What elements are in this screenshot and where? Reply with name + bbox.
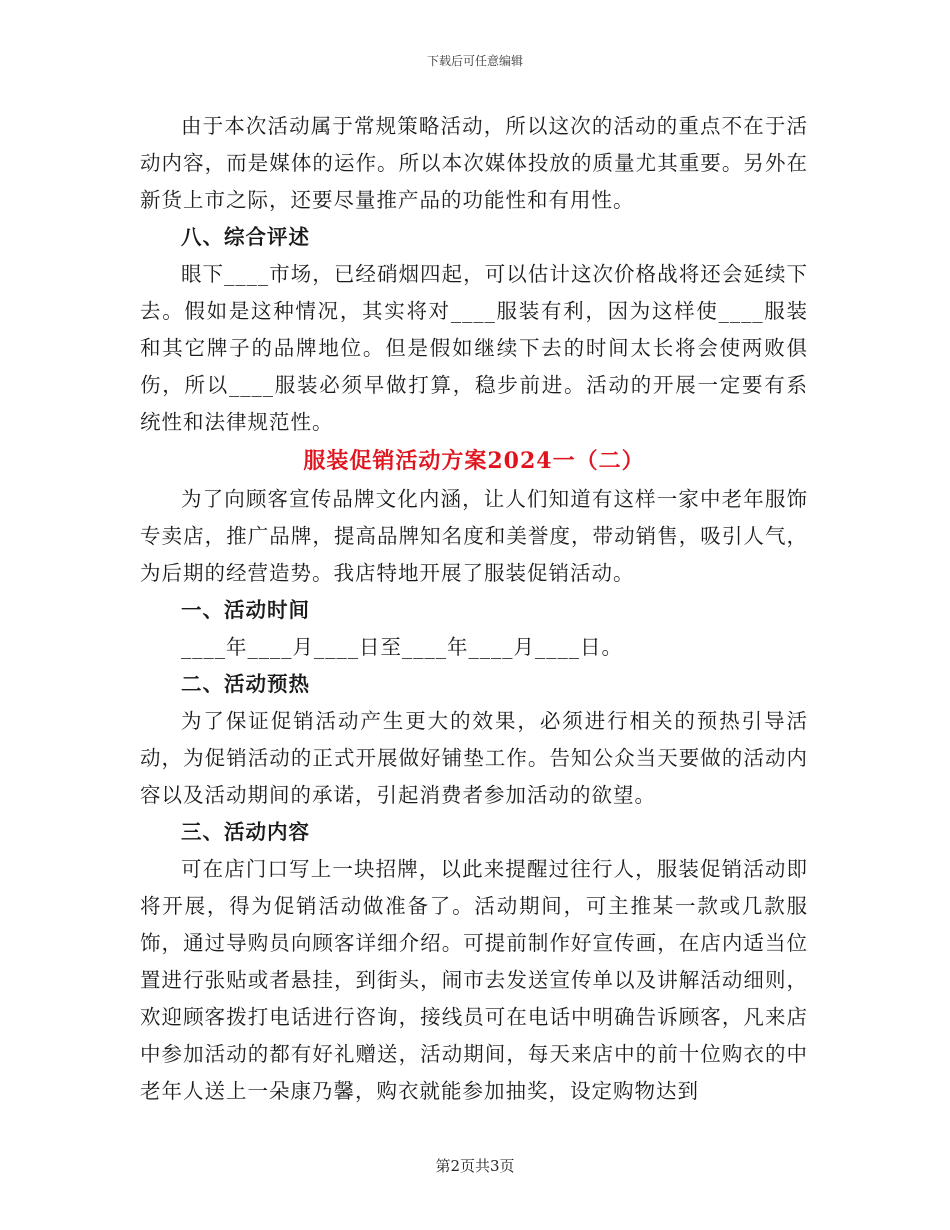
paragraph-content: 可在店门口写上一块招牌，以此来提醒过往行人，服装促销活动即将开展，得为促销活动做准备了。活动期间，可主推某一款或几款服饰，通过导购员向顾客详细介绍。可提前制作好宣传画，在店内适当位置进行张贴或者悬挂，到街头，闹市去发送宣传单以及讲解活动细则，欢迎顾客拨打电话进行咨询，接线员可在电话中明确告诉顾客，凡来店中参加活动的都有好礼赠送，活动期间，每天来店中的前十位购衣的中老年人送上一朵康乃馨，购衣就能参加抽奖，设定购物达到 xyxy=(140,857,808,1103)
paragraph-intro: 为了向顾客宣传品牌文化内涵，让人们知道有这样一家中老年服饰专卖店，推广品牌，提高品牌知名度和美誉度，带动销售，吸引人气，为后期的经营造势。我店特地开展了服装促销活动。 xyxy=(140,487,808,585)
paragraph-warmup: 为了保证促销活动产生更大的效果，必须进行相关的预热引导活动，为促销活动的正式开展做好铺垫工作。告知公众当天要做的活动内容以及活动期间的承诺，引起消费者参加活动的欲望。 xyxy=(140,709,808,807)
section-heading-time: 一、活动时间 xyxy=(181,598,310,622)
document-body xyxy=(140,108,808,1110)
section-heading-warmup: 二、活动预热 xyxy=(181,672,310,696)
page-header: 下载后可任意编辑 xyxy=(426,54,523,68)
paragraph-media-focus: 由于本次活动属于常规策略活动，所以这次的活动的重点不在于活动内容，而是媒体的运作。所以本次媒体投放的质量尤其重要。另外在新货上市之际，还要尽量推产品的功能性和有用性。 xyxy=(140,114,808,212)
paragraph-summary: 眼下____市场，已经硝烟四起，可以估计这次价格战将还会延续下去。假如是这种情况，其实将对____服装有利，因为这样使____服装和其它牌子的品牌地位。但是假如继续下去的时间太长将会使两败俱伤，所以____服装必须早做打算，稳步前进。活动的开展一定要有系统性和法律规范性。 xyxy=(140,262,808,434)
section-heading-content: 三、活动内容 xyxy=(181,820,310,844)
page-footer: 第2页共3页 xyxy=(435,1157,515,1175)
section-heading-summary: 八、综合评述 xyxy=(181,225,310,249)
document-title: 服装促销活动方案2024一（二） xyxy=(303,448,645,474)
paragraph-time: ____年____月____日至____年____月____日。 xyxy=(181,635,623,659)
